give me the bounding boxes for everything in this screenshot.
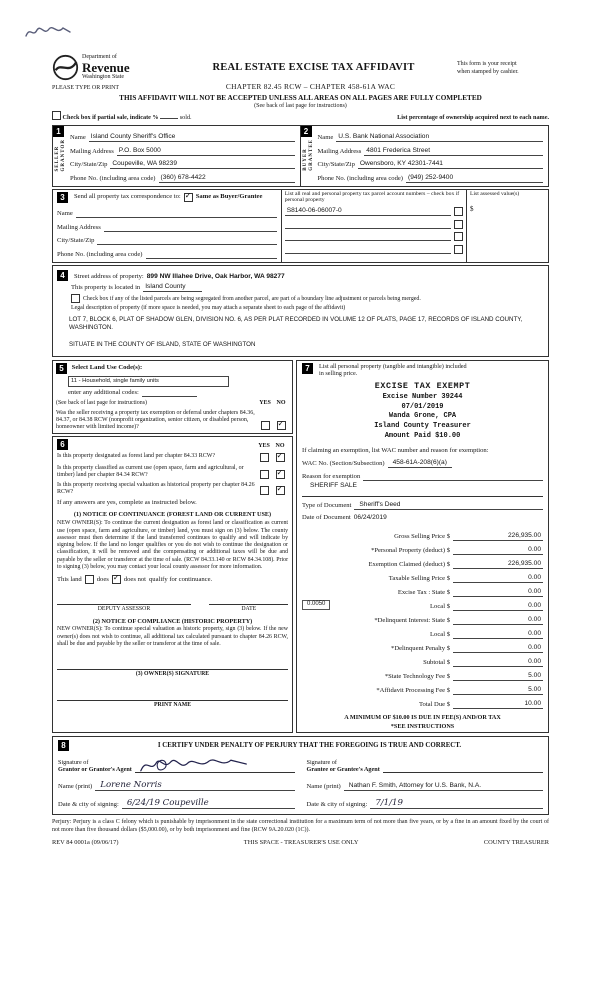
corr-phone-line[interactable]	[146, 250, 277, 259]
grantor-name-value[interactable]: Lorene Norris	[95, 780, 294, 792]
fee-label-3: Taxable Selling Price $	[388, 574, 450, 582]
corr-name-line[interactable]	[76, 209, 277, 218]
partial-sale-row	[52, 111, 192, 122]
notice-compliance-body: NEW OWNER(S): To continue special valuation as historic property, sign (3) below. If the new owner(s) does not wish to continue, all additional tax calculated pursuant to chapter 84.26 RCW, shall be due and payable by the seller or transferor at the time of sale.	[57, 626, 289, 647]
fee-label-9: Subtotal $	[423, 658, 450, 666]
same-as-buyer-label: Same as Buyer/Grantee	[195, 193, 263, 201]
fee-value-1[interactable]: 0.00	[453, 546, 543, 555]
fee-value-5[interactable]: 0.00	[453, 602, 543, 611]
same-as-buyer-checkbox[interactable]	[184, 193, 193, 202]
current-use-no-checkbox[interactable]	[276, 470, 285, 479]
does-checkbox[interactable]	[85, 575, 94, 584]
seller-name-label: Name	[70, 134, 86, 142]
stamp-exempt-label: EXCISE TAX EXEMPT	[374, 381, 471, 392]
land-use-title: Select Land Use Code(s):	[71, 363, 143, 371]
section-4	[52, 265, 549, 357]
grantor-name-print-label: Name (print)	[58, 783, 93, 791]
fee-value-11[interactable]: 5.00	[453, 686, 543, 695]
section-2-number: 2	[301, 126, 312, 137]
reason-exemption-line[interactable]	[363, 472, 543, 481]
seller-phone-value[interactable]: (360) 678-4422	[159, 174, 295, 183]
corr-address-line[interactable]	[104, 223, 277, 232]
parcel-personal-checkbox-1[interactable]	[454, 220, 463, 229]
this-land-label: This land	[57, 575, 82, 583]
fee-label-4: Excise Tax : State $	[397, 588, 450, 596]
notice-compliance-title: (2) NOTICE OF COMPLIANCE (HISTORIC PROPERTY)	[92, 617, 253, 625]
send-correspondence-label: Send all property tax correspondence to:	[74, 193, 181, 201]
buyer-name-label: Name	[317, 134, 334, 142]
fee-table	[302, 527, 543, 709]
section-7-number: 7	[302, 363, 313, 374]
pen-scribble-icon	[24, 24, 72, 40]
fee-label-6: *Delinquent Interest: State $	[374, 616, 450, 624]
forest-no-checkbox[interactable]	[276, 453, 285, 462]
legal-description-label: Legal description of property (if more space is needed, you may attach a separate sheet to each page of the affidavit)	[71, 304, 346, 311]
receipt-note-line-2: when stamped by cashier.	[457, 68, 519, 75]
deferral-question: Was the seller receiving a property tax exemption or deferral under chapters 84.36, 84.37, or 84.38 RCW (nonprofit organization, senior citizen, or disabled person, homeowner with limited income)?	[56, 409, 255, 431]
buyer-side-label	[303, 139, 316, 171]
section-6-number: 6	[57, 439, 68, 450]
doc-date-value[interactable]: 06/24/2019	[353, 513, 387, 521]
fee-value-7[interactable]: 0.00	[453, 630, 543, 639]
fee-label-2: Exemption Claimed (deduct) $	[368, 560, 450, 568]
fee-value-9[interactable]: 0.00	[453, 658, 543, 667]
buyer-citystatezip-value[interactable]: Owensboro, KY 42301-7441	[358, 160, 543, 169]
historic-yes-checkbox[interactable]	[260, 486, 269, 495]
seller-vertical-label-2: GRANTOR	[61, 138, 67, 172]
section-3	[52, 189, 549, 263]
parcel-numbers-header: List all real and personal property tax parcel account numbers – check box if personal property	[284, 190, 460, 204]
acceptance-warning: THIS AFFIDAVIT WILL NOT BE ACCEPTED UNLESS ALL AREAS ON ALL PAGES ARE FULLY COMPLETED	[119, 93, 482, 102]
segregated-label: Check box if any of the listed parcels are being segregated from another parcel, are part of a boundary line adjustment or parcels being merged.	[83, 295, 421, 302]
grantee-date-city-value[interactable]: 7/1/19	[370, 798, 543, 810]
grantee-name-value[interactable]: Nathan F. Smith, Attorney for U.S. Bank, N.A.	[344, 782, 543, 791]
fee-value-4[interactable]: 0.00	[453, 588, 543, 597]
seller-phone-label: Phone No. (including area code)	[70, 174, 156, 182]
personal-property-intro: List all personal property (tangible and intangible) included in selling price.	[319, 362, 467, 378]
s5-no-header: NO	[276, 400, 286, 407]
owners-signature-line[interactable]	[57, 661, 288, 670]
grantee-name-print-label: Name (print)	[306, 783, 341, 791]
grantee-date-city-label: Date & city of signing:	[306, 801, 368, 809]
print-name-line[interactable]	[57, 692, 288, 701]
grantor-signature-block	[58, 755, 295, 809]
s6-no-header: NO	[275, 443, 285, 450]
notice-continuance-title: (1) NOTICE OF CONTINUANCE (FOREST LAND OR CURRENT USE)	[73, 511, 272, 519]
perjury-notice: Perjury: Perjury is a class C felony which is punishable by imprisonment in the state correctional institution for a maximum term of not more than five years, or by a fine in an amount fixed by the court of not more than five thousand dollars ($5,000.00), or by both imprisonment and fine (RCW 9A.20.020 (1C)).	[52, 819, 549, 834]
grantor-agent-label: Grantor or Grantor's Agent	[58, 766, 132, 774]
parcel-number-2[interactable]	[285, 232, 451, 241]
located-in-label: This property is located in	[71, 283, 141, 291]
seller-citystatezip-value[interactable]: Coupeville, WA 98239	[110, 160, 294, 169]
fee-label-11: *Affidavit Processing Fee $	[376, 686, 450, 694]
segregated-checkbox[interactable]	[71, 294, 80, 303]
does-not-label: does not	[123, 575, 146, 583]
buyer-address-label: Mailing Address	[317, 147, 362, 155]
section-8-number: 8	[58, 740, 69, 751]
assessor-date-line[interactable]	[209, 596, 288, 605]
doc-type-label: Type of Document	[302, 501, 352, 509]
buyer-name-value[interactable]: U.S. Bank National Association	[336, 133, 543, 142]
deferral-no-checkbox[interactable]	[277, 421, 286, 430]
corr-citystatezip-label: City/State/Zip	[57, 237, 95, 245]
assessed-dollar-sign: $	[470, 205, 474, 214]
wac-number-label: WAC No. (Section/Subsection)	[302, 460, 385, 468]
form-header	[52, 54, 549, 81]
fee-value-6[interactable]: 0.00	[453, 616, 543, 625]
additional-codes-line[interactable]	[142, 389, 197, 397]
forest-yes-checkbox[interactable]	[260, 453, 269, 462]
partial-sale-label: Check box if partial sale, indicate %	[62, 114, 159, 121]
chapters-label: CHAPTER 82.45 RCW – CHAPTER 458-61A WAC	[225, 82, 396, 91]
buyer-vertical-label-2: GRANTEE	[308, 138, 314, 171]
fee-label-7: Local $	[430, 630, 450, 638]
ownership-note: List percentage of ownership acquired next to each name.	[397, 114, 549, 121]
fee-label-0: Gross Selling Price $	[394, 532, 450, 540]
section-1-number: 1	[53, 126, 64, 137]
dept-state-label: Washington State	[82, 74, 125, 80]
s5-yes-header: YES	[259, 400, 271, 407]
does-label: does	[96, 575, 109, 583]
form-title: REAL ESTATE EXCISE TAX AFFIDAVIT	[212, 62, 415, 73]
excise-tax-stamp	[302, 381, 543, 442]
seller-citystatezip-label: City/State/Zip	[70, 161, 108, 169]
buyer-vertical-label-1: BUYER	[302, 147, 308, 171]
stamp-treasurer-title: Island County Treasurer	[374, 422, 471, 431]
stamp-date: 07/01/2019	[401, 402, 444, 411]
affidavit-sheet	[52, 54, 549, 847]
fee-value-10[interactable]: 5.00	[453, 672, 543, 681]
certify-statement: I CERTIFY UNDER PENALTY OF PERJURY THAT THE FOREGOING IS TRUE AND CORRECT.	[157, 741, 462, 749]
print-name-label: PRINT NAME	[153, 701, 192, 708]
assessor-date-label: DATE	[241, 606, 257, 613]
dept-of-label: Department of	[82, 54, 117, 61]
buyer-section	[301, 125, 550, 187]
s6-yes-header: YES	[258, 443, 270, 450]
grantee-agent-label: Grantee or Grantee's Agent	[306, 766, 380, 774]
county-treasurer-label: COUNTY TREASURER	[483, 839, 549, 847]
fee-value-8[interactable]: 0.00	[453, 644, 543, 653]
buyer-address-value[interactable]: 4801 Frederica Street	[364, 147, 543, 156]
exemption-intro: If claiming an exemption, list WAC number and reason for exemption:	[302, 446, 489, 454]
see-back-note: (See back of last page for instructions)	[254, 102, 347, 109]
stamp-excise-number: Excise Number 39244	[382, 392, 463, 401]
section-6	[52, 436, 293, 733]
section-3-number: 3	[57, 192, 68, 203]
fee-value-12[interactable]: 10.00	[453, 700, 543, 709]
seller-section	[52, 125, 301, 187]
located-in-value[interactable]: Island County	[143, 283, 201, 292]
land-use-code-input[interactable]: 11 - Household, single family units	[68, 376, 229, 387]
buyer-citystatezip-label: City/State/Zip	[317, 161, 355, 169]
fee-label-12: Total Due $	[418, 700, 450, 708]
grantor-signature-of-label: Signature of	[58, 758, 89, 766]
section-7	[296, 360, 549, 734]
additional-codes-label: enter any additional codes:	[68, 388, 139, 396]
forest-land-question: Is this property designated as forest land per chapter 84.33 RCW?	[57, 452, 216, 459]
section-5-number: 5	[56, 363, 67, 374]
fee-value-3[interactable]: 0.00	[453, 574, 543, 583]
section-8	[52, 736, 549, 815]
historic-no-checkbox[interactable]	[276, 486, 285, 495]
street-address-value[interactable]: 899 NW Illahee Drive, Oak Harbor, WA 98277	[146, 272, 285, 280]
form-rev-number: REV 84 0001a (09/06/17)	[52, 839, 119, 847]
current-use-question: Is this property classified as current use (open space, farm and agricultural, or timber) land per chapter 84.34 RCW?	[57, 464, 244, 479]
wac-number-value[interactable]: 458-61A-208(6)(a)	[388, 459, 452, 468]
doc-date-label: Date of Document	[302, 513, 351, 521]
does-not-checkbox[interactable]	[112, 575, 121, 584]
fee-label-10: *State Technology Fee $	[384, 672, 450, 680]
parcel-number-3[interactable]	[285, 245, 451, 254]
legal-description-line-2: SITUATE IN THE COUNTY OF ISLAND, STATE OF WASHINGTON	[69, 341, 256, 349]
seller-side-label	[55, 139, 68, 171]
buyer-phone-value[interactable]: (949) 252-9400	[406, 174, 543, 183]
parcel-personal-checkbox-3[interactable]	[454, 245, 463, 254]
corr-citystatezip-line[interactable]	[97, 236, 276, 245]
parcel-number-0[interactable]: S8140-06-06007-0	[285, 207, 451, 216]
grantor-signature-line[interactable]	[135, 755, 295, 773]
stamp-amount-paid: Amount Paid $10.00	[384, 432, 461, 440]
legal-description-line-1: LOT 7, BLOCK 6, PLAT OF SHADOW GLEN, DIVISION NO. 6, AS PER PLAT RECORDED IN VOLUME 12 OF PLATS, PAGE 17, RECORDS OF ISLAND COUNTY, WASHINGTON.	[69, 316, 523, 332]
minimum-due-note: A MINIMUM OF $10.00 IS DUE IN FEE(S) AND/OR TAX	[344, 713, 501, 721]
grantor-date-city-value[interactable]: 6/24/19 Coupeville	[122, 798, 295, 810]
partial-sale-checkbox[interactable]	[52, 111, 61, 120]
receipt-note	[457, 54, 549, 76]
grantor-date-city-label: Date & city of signing:	[58, 801, 119, 809]
buyer-phone-label: Phone No. (including area code)	[317, 174, 404, 182]
treasurer-space-label: THIS SPACE - TREASURER'S USE ONLY	[243, 839, 359, 847]
if-yes-note: If any answers are yes, complete as instructed below.	[57, 499, 197, 507]
section-4-number: 4	[57, 270, 68, 281]
type-or-print-label: PLEASE TYPE OR PRINT	[52, 85, 120, 91]
deferral-yes-checkbox[interactable]	[261, 421, 270, 430]
seller-name-value[interactable]: Island County Sheriff's Office	[89, 133, 295, 142]
doc-type-value[interactable]: Sheriff's Deed	[354, 501, 543, 510]
stamp-treasurer-name: Wanda Grone, CPA	[388, 412, 457, 421]
owners-signature-label: (3) OWNER(S) SIGNATURE	[135, 671, 210, 678]
dept-name-label: Revenue	[82, 60, 130, 75]
qualify-label: qualify for continuance.	[149, 575, 213, 583]
fee-label-8: *Delinquent Penalty $	[391, 644, 450, 652]
parcel-number-1[interactable]	[285, 220, 451, 229]
seller-address-label: Mailing Address	[70, 147, 114, 155]
corr-address-label: Mailing Address	[57, 223, 101, 231]
fee-value-0[interactable]: 226,935.00	[453, 532, 543, 541]
grantee-signature-of-label: Signature of	[306, 758, 337, 766]
historic-question: Is this property receiving special valuation as historical property per chapter 84.26 RCW?	[57, 481, 255, 495]
grantor-signature	[137, 753, 252, 777]
section-5	[52, 360, 293, 435]
grantee-signature-block	[307, 755, 544, 809]
receipt-note-line-1: This form is your receipt	[457, 61, 517, 67]
see-instructions-note: *SEE INSTRUCTIONS	[390, 722, 455, 730]
dor-logo-text	[82, 54, 130, 80]
grantee-signature-line[interactable]	[383, 755, 543, 773]
fee-value-2[interactable]: 226,935.00	[453, 560, 543, 569]
local-rate-box[interactable]: 0.0050	[302, 600, 330, 610]
deputy-assessor-line[interactable]	[57, 596, 191, 605]
fee-label-1: *Personal Property (deduct) $	[371, 546, 450, 554]
deputy-assessor-label: DEPUTY ASSESSOR	[97, 606, 151, 613]
partial-percent-line[interactable]	[160, 111, 178, 119]
corr-name-label: Name	[57, 210, 73, 218]
reason-exemption-label: Reason for exemption	[302, 473, 361, 481]
street-address-label: Street address of property:	[74, 272, 144, 280]
sold-label: sold.	[179, 114, 192, 121]
revenue-logo-icon	[52, 54, 79, 81]
dor-logo	[52, 54, 170, 81]
seller-address-value[interactable]: P.O. Box 5000	[117, 147, 295, 156]
parcel-personal-checkbox-2[interactable]	[454, 232, 463, 241]
corr-phone-label: Phone No. (including area code)	[57, 250, 143, 258]
assessed-values-header: List assessed value(s)	[470, 190, 520, 197]
fee-label-5: Local $	[430, 602, 450, 610]
see-back-small-note: (See back of last page for instructions)	[56, 400, 147, 407]
parcel-personal-checkbox-0[interactable]	[454, 207, 463, 216]
notice-continuance-body: NEW OWNER(S): To continue the current designation as forest land or classification as current use (open space, farm and agriculture, or timber) land, you must sign on (3) below. The county assessor must then determine if the land transferred continues to qualify and will indicate by signing below. If the land no longer qualifies or you do not wish to continue the designation or classification, it will be removed and the compensating or additional taxes will be due and payable by the seller or transferor at the time of sale. (RCW 84.33.140 or RCW 84.34.108). Prior to signing (3) below, you may contact your local county assessor for more information.	[57, 520, 289, 571]
current-use-yes-checkbox[interactable]	[260, 470, 269, 479]
reason-exemption-value[interactable]: SHERIFF SALE	[310, 482, 357, 490]
seller-vertical-label-1: SELLER	[55, 145, 60, 172]
